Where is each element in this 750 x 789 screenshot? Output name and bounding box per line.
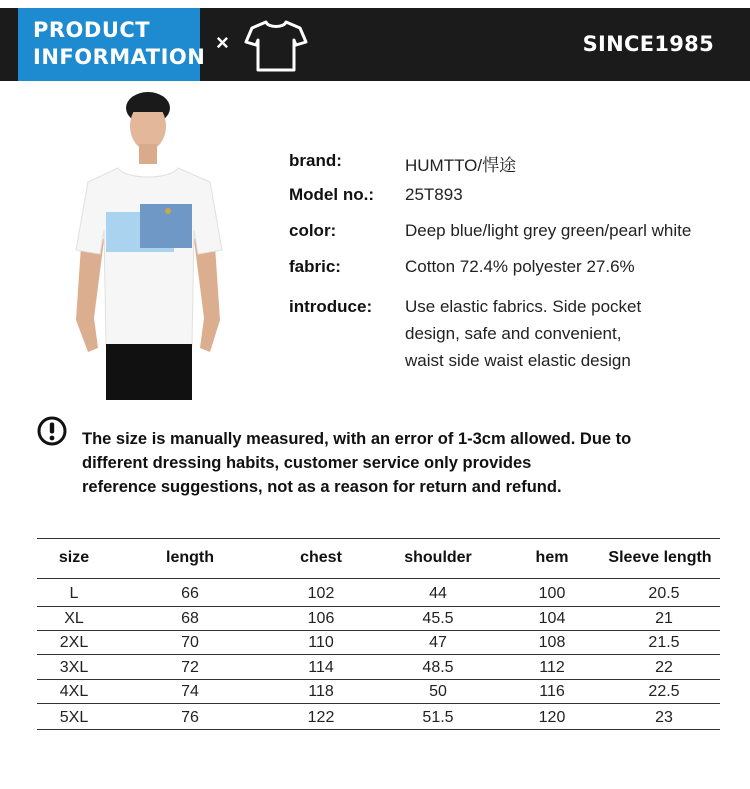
table-cell: 5XL — [59, 709, 89, 726]
brand-value: HUMTTO/悍途 — [405, 156, 517, 175]
table-cell: 20.5 — [648, 585, 680, 602]
header-cell: size — [58, 549, 90, 566]
times-symbol: × — [216, 30, 229, 55]
table-cell: L — [69, 585, 79, 602]
table-cell: 68 — [181, 610, 199, 627]
table-cell: 51.5 — [422, 709, 454, 726]
table-rule — [37, 679, 720, 680]
table-cell: XL — [64, 610, 84, 627]
table-cell: 3XL — [59, 659, 89, 676]
table-cell: 21 — [655, 610, 673, 627]
color-label: color: — [289, 221, 337, 240]
fabric-label: fabric: — [289, 257, 341, 276]
table-rule — [37, 654, 720, 655]
table-cell: 45.5 — [422, 610, 454, 627]
table-rule — [37, 729, 720, 730]
table-cell: 4XL — [59, 683, 89, 700]
table-cell: 21.5 — [648, 634, 680, 651]
brand-label: brand: — [289, 151, 342, 170]
table-cell: 44 — [429, 585, 447, 602]
model-no-value: 25T893 — [405, 185, 463, 204]
fabric-value: Cotton 72.4% polyester 27.6% — [405, 257, 635, 276]
table-cell: 47 — [429, 634, 447, 651]
badge-title-line-1: PRODUCT — [33, 18, 151, 42]
table-cell: 120 — [538, 709, 566, 726]
model-no-label: Model no.: — [289, 185, 374, 204]
badge-title-line-2: INFORMATION — [33, 45, 206, 69]
notice-line: reference suggestions, not as a reason for return and refund. — [82, 478, 562, 496]
table-cell: 2XL — [59, 634, 89, 651]
table-cell: 22 — [655, 659, 673, 676]
header-cell: chest — [300, 549, 342, 566]
warning-icon — [37, 416, 67, 446]
table-cell: 100 — [538, 585, 566, 602]
introduce-line: waist side waist elastic design — [405, 351, 631, 370]
table-cell: 112 — [539, 659, 565, 676]
table-cell: 74 — [181, 683, 199, 700]
top-banner — [0, 8, 750, 81]
table-rule — [37, 538, 720, 539]
table-cell: 108 — [538, 634, 566, 651]
table-rule — [37, 578, 720, 579]
table-cell: 48.5 — [422, 659, 454, 676]
table-cell: 50 — [429, 683, 447, 700]
table-cell: 114 — [308, 659, 334, 676]
header-cell: shoulder — [404, 549, 472, 566]
table-cell: 106 — [307, 610, 335, 627]
table-rule — [37, 630, 720, 631]
color-value: Deep blue/light grey green/pearl white — [405, 221, 692, 240]
table-cell: 72 — [181, 659, 199, 676]
header-cell: Sleeve length — [608, 549, 712, 566]
header-cell: hem — [535, 549, 569, 566]
notice-line: different dressing habits, customer service only provides — [82, 454, 532, 472]
product-information-badge — [18, 8, 206, 81]
table-rule — [37, 703, 720, 704]
header-cell: length — [166, 549, 214, 566]
table-cell: 104 — [538, 610, 566, 627]
table-cell: 23 — [655, 709, 673, 726]
since-label: SINCE1985 — [582, 32, 714, 56]
table-cell: 116 — [539, 683, 565, 700]
introduce-line: Use elastic fabrics. Side pocket — [405, 297, 642, 316]
table-cell: 102 — [307, 585, 335, 602]
introduce-line: design, safe and convenient, — [405, 324, 622, 343]
introduce-label: introduce: — [289, 297, 373, 316]
table-cell: 118 — [308, 683, 334, 700]
table-cell: 76 — [181, 709, 199, 726]
tshirt-icon — [244, 18, 308, 74]
table-cell: 70 — [181, 634, 199, 651]
table-cell: 66 — [181, 585, 199, 602]
model-photo — [70, 90, 230, 400]
table-rule — [37, 606, 720, 607]
table-cell: 22.5 — [648, 683, 680, 700]
table-cell: 122 — [307, 709, 335, 726]
table-cell: 110 — [308, 634, 334, 651]
notice-line: The size is manually measured, with an error of 1-3cm allowed. Due to — [82, 430, 632, 448]
